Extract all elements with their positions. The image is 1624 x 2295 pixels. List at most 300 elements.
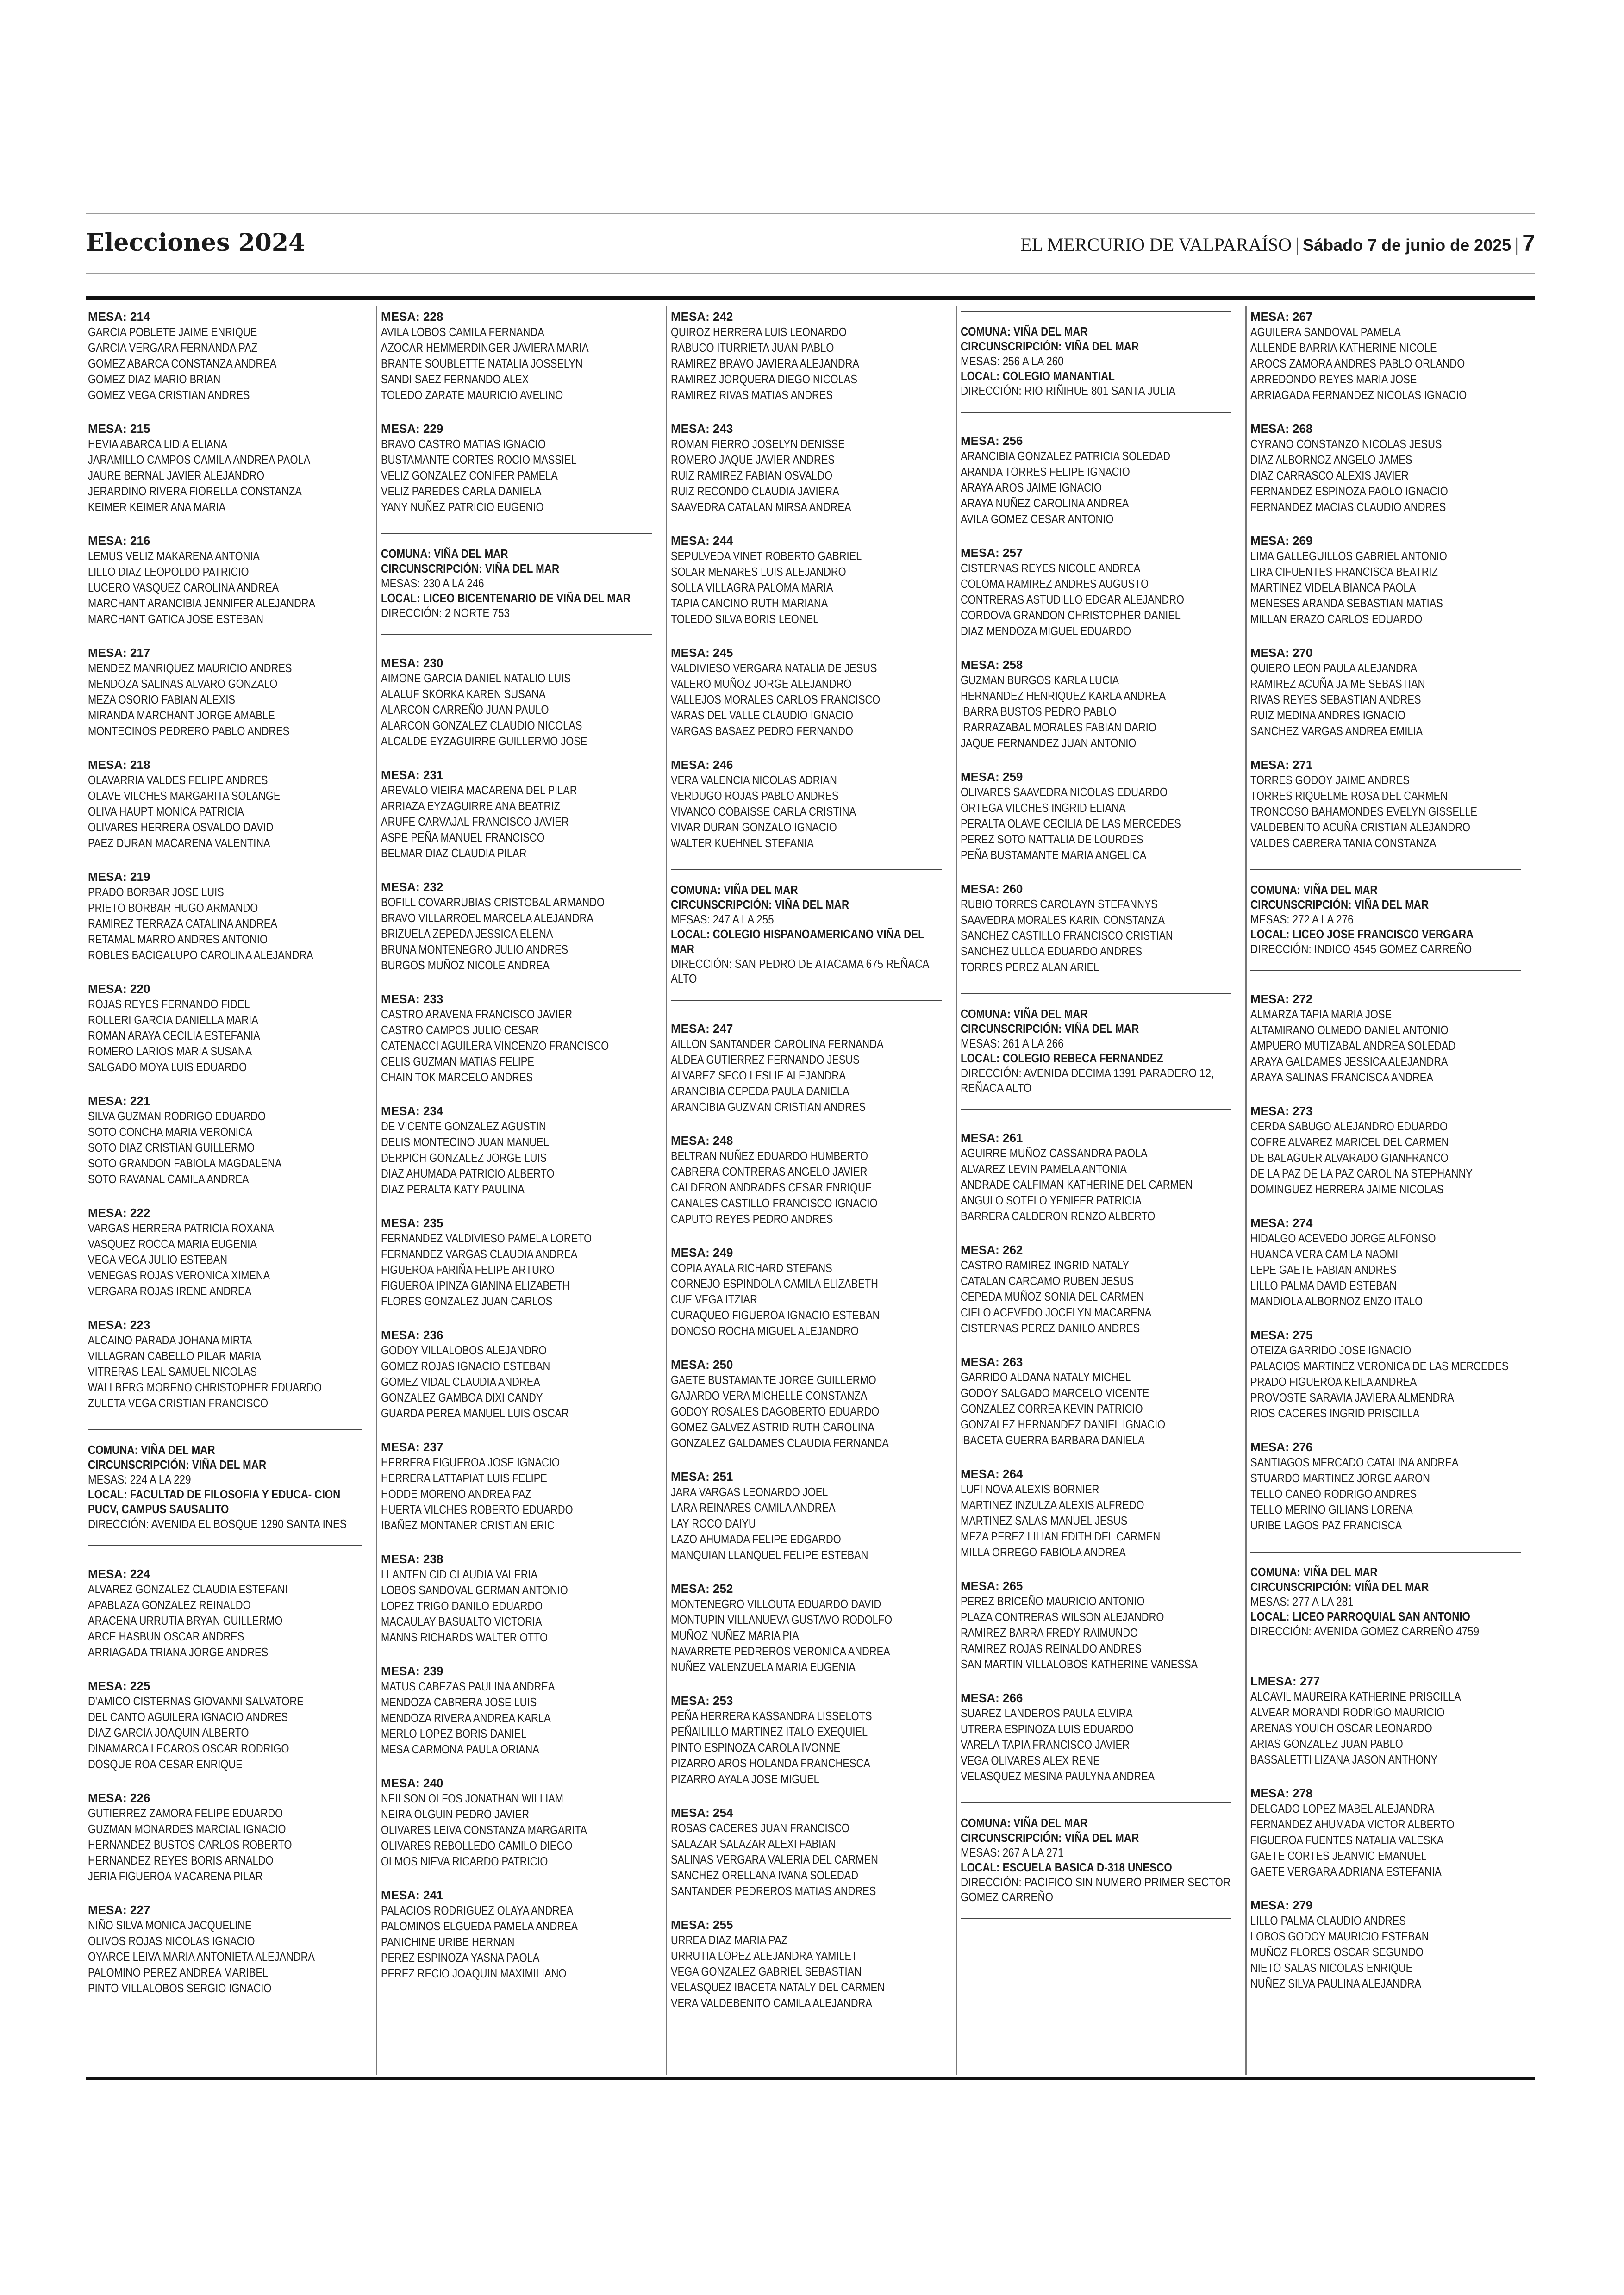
- voter-name: MONTECINOS PEDRERO PABLO ANDRES: [88, 724, 290, 738]
- voter-name: DIAZ CARRASCO ALEXIS JAVIER: [1250, 468, 1409, 482]
- voter-name: MARCHANT ARANCIBIA JENNIFER ALEJANDRA: [88, 596, 316, 610]
- voter-name: DEL CANTO AGUILERA IGNACIO ANDRES: [88, 1710, 288, 1724]
- location-line: DIRECCIÓN: INDICO 4545 GOMEZ CARREÑO: [1250, 942, 1472, 956]
- mesa-block: [671, 1133, 942, 1227]
- voter-name: ARIAS GONZALEZ JUAN PABLO: [1250, 1737, 1403, 1751]
- voter-name: SILVA GUZMAN RODRIGO EDUARDO: [88, 1109, 266, 1123]
- voter-name: YANY NUÑEZ PATRICIO EUGENIO: [381, 500, 544, 514]
- mesa-block: [1250, 421, 1521, 515]
- voter-name: HUERTA VILCHES ROBERTO EDUARDO: [381, 1503, 573, 1516]
- voter-name: ARRIAGADA FERNANDEZ NICOLAS IGNACIO: [1250, 388, 1467, 402]
- column-5: [1245, 306, 1535, 2075]
- voter-name: PALACIOS MARTINEZ VERONICA DE LAS MERCEDES: [1250, 1359, 1509, 1373]
- mesa-title: MESA: 246: [671, 758, 733, 772]
- voter-name: ARRIAGADA TRIANA JORGE ANDRES: [88, 1645, 269, 1659]
- voter-name: OLMOS NIEVA RICARDO PATRICIO: [381, 1854, 548, 1868]
- mesa-block: [961, 1130, 1231, 1224]
- mesa-title: MESA: 238: [381, 1552, 443, 1566]
- voter-name: VIVAR DURAN GONZALO IGNACIO: [671, 820, 837, 834]
- voter-name: FERNANDEZ VARGAS CLAUDIA ANDREA: [381, 1247, 578, 1261]
- voter-name: JARAMILLO CAMPOS CAMILA ANDREA PAOLA: [88, 453, 311, 467]
- voter-name: BELTRAN NUÑEZ EDUARDO HUMBERTO: [671, 1149, 868, 1163]
- location-line: LOCAL: ESCUELA BASICA D-318 UNESCO: [961, 1860, 1172, 1874]
- location-line: MESAS: 256 A LA 260: [961, 354, 1064, 368]
- mesa-block: [381, 1776, 652, 1869]
- voter-name: PEÑA HERRERA KASSANDRA LISSELOTS: [671, 1709, 872, 1723]
- voter-name: ROMERO JAQUE JAVIER ANDRES: [671, 453, 835, 467]
- voter-name: RAMIREZ ACUÑA JAIME SEBASTIAN: [1250, 677, 1425, 691]
- voter-name: MUÑOZ FLORES OSCAR SEGUNDO: [1250, 1945, 1424, 1959]
- voter-name: GONZALEZ HERNANDEZ DANIEL IGNACIO: [961, 1417, 1166, 1431]
- voter-name: PALACIOS RODRIGUEZ OLAYA ANDREA: [381, 1903, 574, 1917]
- mesa-title: MESA: 270: [1250, 646, 1313, 660]
- voter-name: GAJARDO VERA MICHELLE CONSTANZA: [671, 1389, 868, 1403]
- location-line: MESAS: 272 A LA 276: [1250, 912, 1354, 926]
- masthead-separator: |: [1295, 234, 1299, 255]
- location-line: MESAS: 247 A LA 255: [671, 912, 774, 926]
- mesa-block: [88, 1566, 362, 1660]
- location-line: DIRECCIÓN: AVENIDA GOMEZ CARREÑO 4759: [1250, 1624, 1480, 1638]
- voter-name: PIZARRO AYALA JOSE MIGUEL: [671, 1772, 819, 1786]
- mesa-title: MESA: 259: [961, 770, 1023, 784]
- mesa-title: MESA: 224: [88, 1567, 150, 1581]
- voter-name: ALCAVIL MAUREIRA KATHERINE PRISCILLA: [1250, 1690, 1461, 1703]
- voter-name: WALTER KUEHNEL STEFANIA: [671, 836, 814, 850]
- mesa-block: [1250, 645, 1521, 739]
- voter-name: AREVALO VIEIRA MACARENA DEL PILAR: [381, 783, 577, 797]
- voter-name: ARAYA SALINAS FRANCISCA ANDREA: [1250, 1070, 1433, 1084]
- voter-name: BELMAR DIAZ CLAUDIA PILAR: [381, 846, 527, 860]
- mesa-block: [381, 1440, 652, 1533]
- voter-name: GOMEZ ROJAS IGNACIO ESTEBAN: [381, 1359, 550, 1373]
- voter-name: PLAZA CONTRERAS WILSON ALEJANDRO: [961, 1610, 1164, 1624]
- polling-location-block: [1250, 1552, 1521, 1653]
- voter-name: MATUS CABEZAS PAULINA ANDREA: [381, 1679, 555, 1693]
- mesa-title: MESA: 258: [961, 658, 1023, 672]
- mesa-title: MESA: 249: [671, 1246, 733, 1260]
- mesa-title: MESA: 252: [671, 1582, 733, 1596]
- voter-name: CUE VEGA ITZIAR: [671, 1292, 757, 1306]
- voter-name: COPIA AYALA RICHARD STEFANS: [671, 1261, 832, 1275]
- voter-name: URREA DIAZ MARIA PAZ: [671, 1933, 788, 1947]
- mesa-block: [88, 757, 362, 851]
- mesa-title: MESA: 232: [381, 880, 443, 894]
- location-line: LOCAL: FACULTAD DE FILOSOFIA Y EDUCA- CION PUCV, CAMPUS SAUSALITO: [88, 1487, 341, 1516]
- voter-name: FERNANDEZ VALDIVIESO PAMELA LORETO: [381, 1231, 592, 1245]
- voter-name: SANCHEZ CASTILLO FRANCISCO CRISTIAN: [961, 929, 1173, 942]
- voter-name: COFRE ALVAREZ MARICEL DEL CARMEN: [1250, 1135, 1449, 1149]
- voter-name: AMPUERO MUTIZABAL ANDREA SOLEDAD: [1250, 1039, 1456, 1053]
- voter-name: AGUIRRE MUÑOZ CASSANDRA PAOLA: [961, 1146, 1148, 1160]
- voter-name: PANICHINE URIBE HERNAN: [381, 1935, 515, 1949]
- voter-name: FERNANDEZ AHUMADA VICTOR ALBERTO: [1250, 1817, 1455, 1831]
- voter-name: OYARCE LEIVA MARIA ANTONIETA ALEJANDRA: [88, 1950, 315, 1964]
- voter-name: SOTO RAVANAL CAMILA ANDREA: [88, 1172, 249, 1186]
- voter-name: MEZA PEREZ LILIAN EDITH DEL CARMEN: [961, 1529, 1161, 1543]
- mesa-title: MESA: 234: [381, 1104, 443, 1118]
- voter-name: OTEIZA GARRIDO JOSE IGNACIO: [1250, 1343, 1412, 1357]
- voter-name: CISTERNAS REYES NICOLE ANDREA: [961, 561, 1141, 575]
- mesa-title: MESA: 237: [381, 1440, 443, 1454]
- voter-name: ARAYA AROS JAIME IGNACIO: [961, 480, 1102, 494]
- voter-name: SANCHEZ VARGAS ANDREA EMILIA: [1250, 724, 1423, 738]
- voter-name: BOFILL COVARRUBIAS CRISTOBAL ARMANDO: [381, 895, 605, 909]
- voter-name: NEILSON OLFOS JONATHAN WILLIAM: [381, 1791, 563, 1805]
- voter-name: TORRES PEREZ ALAN ARIEL: [961, 960, 1099, 974]
- location-line: CIRCUNSCRIPCIÓN: VIÑA DEL MAR: [961, 1022, 1139, 1035]
- location-line: CIRCUNSCRIPCIÓN: VIÑA DEL MAR: [1250, 898, 1429, 911]
- voter-name: GAETE CORTES JEANVIC EMANUEL: [1250, 1849, 1427, 1863]
- voter-name: VIVANCO COBAISSE CARLA CRISTINA: [671, 804, 856, 818]
- voter-name: DONOSO ROCHA MIGUEL ALEJANDRO: [671, 1324, 859, 1338]
- voter-name: SOLAR MENARES LUIS ALEJANDRO: [671, 565, 846, 579]
- voter-name: OLIVARES HERRERA OSVALDO DAVID: [88, 820, 274, 834]
- voter-name: VASQUEZ ROCCA MARIA EUGENIA: [88, 1237, 257, 1251]
- mesa-title: MESA: 226: [88, 1791, 150, 1805]
- voter-name: DOMINGUEZ HERRERA JAIME NICOLAS: [1250, 1182, 1444, 1196]
- voter-name: DERPICH GONZALEZ JORGE LUIS: [381, 1151, 547, 1165]
- location-line: DIRECCIÓN: PACIFICO SIN NUMERO PRIMER SECTOR GOMEZ CARREÑO: [961, 1875, 1231, 1904]
- location-line: CIRCUNSCRIPCIÓN: VIÑA DEL MAR: [381, 561, 560, 575]
- mesa-block: [671, 1021, 942, 1115]
- voter-name: GUTIERREZ ZAMORA FELIPE EDUARDO: [88, 1806, 283, 1820]
- mesa-title: MESA: 215: [88, 422, 150, 436]
- voter-name: GOMEZ VEGA CRISTIAN ANDRES: [88, 388, 250, 402]
- voter-name: RAMIREZ TERRAZA CATALINA ANDREA: [88, 917, 277, 930]
- voter-name: SAN MARTIN VILLALOBOS KATHERINE VANESSA: [961, 1657, 1198, 1671]
- voter-name: LILLO PALMA DAVID ESTEBAN: [1250, 1278, 1397, 1292]
- voter-name: ALTAMIRANO OLMEDO DANIEL ANTONIO: [1250, 1023, 1449, 1037]
- mesa-block: [88, 1790, 362, 1884]
- voter-name: SALGADO MOYA LUIS EDUARDO: [88, 1060, 247, 1074]
- voter-name: HERRERA LATTAPIAT LUIS FELIPE: [381, 1471, 547, 1485]
- mesa-block: [1250, 1440, 1521, 1533]
- mesa-block: [88, 309, 362, 403]
- voter-name: MEZA OSORIO FABIAN ALEXIS: [88, 692, 235, 706]
- mesa-title: MESA: 235: [381, 1216, 443, 1230]
- voter-name: JERARDINO RIVERA FIORELLA CONSTANZA: [88, 484, 302, 498]
- voter-name: CAPUTO REYES PEDRO ANDRES: [671, 1212, 833, 1226]
- voter-name: TORRES RIQUELME ROSA DEL CARMEN: [1250, 789, 1448, 803]
- mesa-title: MESA: 272: [1250, 992, 1313, 1006]
- voter-name: NUÑEZ VALENZUELA MARIA EUGENIA: [671, 1660, 856, 1674]
- voter-name: PALOMINO PEREZ ANDREA MARIBEL: [88, 1965, 269, 1979]
- voter-name: VALERO MUÑOZ JORGE ALEJANDRO: [671, 677, 852, 691]
- voter-name: LOBOS GODOY MAURICIO ESTEBAN: [1250, 1929, 1429, 1943]
- voter-name: RUIZ MEDINA ANDRES IGNACIO: [1250, 708, 1405, 722]
- voter-name: GARCIA POBLETE JAIME ENRIQUE: [88, 325, 257, 339]
- voter-name: JAURE BERNAL JAVIER ALEJANDRO: [88, 468, 265, 482]
- voter-name: GODOY SALGADO MARCELO VICENTE: [961, 1386, 1149, 1400]
- voter-name: CABRERA CONTRERAS ANGELO JAVIER: [671, 1165, 868, 1179]
- polling-location-block: [961, 993, 1231, 1110]
- voter-name: OLIVOS ROJAS NICOLAS IGNACIO: [88, 1934, 255, 1948]
- voter-name: AVILA GOMEZ CESAR ANTONIO: [961, 512, 1114, 526]
- bottom-rule: [86, 2077, 1535, 2080]
- voter-name: CATENACCI AGUILERA VINCENZO FRANCISCO: [381, 1039, 609, 1053]
- mesa-block: [381, 309, 652, 403]
- location-line: LOCAL: COLEGIO HISPANOAMERICANO VIÑA DEL MAR: [671, 927, 924, 956]
- voter-name: ARAYA NUÑEZ CAROLINA ANDREA: [961, 496, 1129, 510]
- location-line: LOCAL: LICEO PARROQUIAL SAN ANTONIO: [1250, 1609, 1470, 1623]
- voter-name: LEMUS VELIZ MAKARENA ANTONIA: [88, 549, 260, 563]
- mesa-title: MESA: 233: [381, 992, 443, 1006]
- voter-name: MANNS RICHARDS WALTER OTTO: [381, 1630, 548, 1644]
- mesa-title: MESA: 278: [1250, 1786, 1313, 1800]
- page-number: 7: [1522, 230, 1535, 256]
- polling-location-block: [961, 311, 1231, 413]
- voter-name: MERLO LOPEZ BORIS DANIEL: [381, 1727, 527, 1740]
- columns-container: [86, 306, 1535, 2075]
- voter-name: ARACENA URRUTIA BRYAN GUILLERMO: [88, 1614, 283, 1628]
- voter-name: CALDERON ANDRADES CESAR ENRIQUE: [671, 1180, 872, 1194]
- voter-name: OLAVE VILCHES MARGARITA SOLANGE: [88, 789, 281, 803]
- mesa-title: MESA: 276: [1250, 1440, 1313, 1454]
- voter-name: SEPULVEDA VINET ROBERTO GABRIEL: [671, 549, 862, 563]
- location-line: COMUNA: VIÑA DEL MAR: [961, 324, 1088, 338]
- voter-name: RAMIREZ BRAVO JAVIERA ALEJANDRA: [671, 356, 859, 370]
- voter-name: PERALTA OLAVE CECILIA DE LAS MERCEDES: [961, 817, 1181, 830]
- voter-name: VARELA TAPIA FRANCISCO JAVIER: [961, 1738, 1130, 1752]
- voter-name: CURAQUEO FIGUEROA IGNACIO ESTEBAN: [671, 1308, 880, 1322]
- mesa-title: MESA: 268: [1250, 422, 1313, 436]
- voter-name: VARGAS BASAEZ PEDRO FERNANDO: [671, 724, 854, 738]
- voter-name: BRUNA MONTENEGRO JULIO ANDRES: [381, 942, 568, 956]
- voter-name: QUIROZ HERRERA LUIS LEONARDO: [671, 325, 847, 339]
- voter-name: VALLEJOS MORALES CARLOS FRANCISCO: [671, 692, 881, 706]
- mesa-block: [1250, 1328, 1521, 1421]
- voter-name: MENDOZA RIVERA ANDREA KARLA: [381, 1711, 551, 1725]
- polling-location-block: [1250, 869, 1521, 971]
- voter-name: SALINAS VERGARA VALERIA DEL CARMEN: [671, 1852, 878, 1866]
- voter-name: VELIZ PAREDES CARLA DANIELA: [381, 484, 542, 498]
- voter-name: RAMIREZ JORQUERA DIEGO NICOLAS: [671, 372, 857, 386]
- voter-name: GUZMAN MONARDES MARCIAL IGNACIO: [88, 1822, 286, 1836]
- mesa-title: MESA: 219: [88, 870, 150, 884]
- voter-name: FIGUEROA IPINZA GIANINA ELIZABETH: [381, 1278, 570, 1292]
- voter-name: CEPEDA MUÑOZ SONIA DEL CARMEN: [961, 1290, 1144, 1303]
- voter-name: LARA REINARES CAMILA ANDREA: [671, 1501, 836, 1515]
- mesa-block: [671, 1245, 942, 1339]
- voter-name: PROVOSTE SARAVIA JAVIERA ALMENDRA: [1250, 1391, 1454, 1404]
- voter-name: DELGADO LOPEZ MABEL ALEJANDRA: [1250, 1802, 1435, 1815]
- location-line: COMUNA: VIÑA DEL MAR: [961, 1816, 1088, 1830]
- voter-name: APABLAZA GONZALEZ REINALDO: [88, 1598, 251, 1612]
- location-line: COMUNA: VIÑA DEL MAR: [671, 883, 798, 897]
- voter-name: VELASQUEZ IBACETA NATALY DEL CARMEN: [671, 1980, 885, 1994]
- mesa-title: MESA: 231: [381, 768, 443, 782]
- mesa-title: MESA: 269: [1250, 534, 1313, 548]
- voter-name: ZULETA VEGA CRISTIAN FRANCISCO: [88, 1396, 269, 1410]
- mesa-block: [961, 881, 1231, 975]
- voter-name: VEGA VEGA JULIO ESTEBAN: [88, 1253, 228, 1266]
- voter-name: VELASQUEZ MESINA PAULYNA ANDREA: [961, 1769, 1155, 1783]
- voter-name: PRADO BORBAR JOSE LUIS: [88, 885, 224, 899]
- voter-name: ARRIAZA EYZAGUIRRE ANA BEATRIZ: [381, 799, 560, 813]
- voter-name: GOMEZ GALVEZ ASTRID RUTH CAROLINA: [671, 1420, 875, 1434]
- voter-name: AGUILERA SANDOVAL PAMELA: [1250, 325, 1401, 339]
- mesa-block: [671, 309, 942, 403]
- voter-name: PEÑAILILLO MARTINEZ ITALO EXEQUIEL: [671, 1725, 868, 1739]
- voter-name: VERA VALDEBENITO CAMILA ALEJANDRA: [671, 1996, 872, 2010]
- voter-name: NAVARRETE PEDREROS VERONICA ANDREA: [671, 1644, 890, 1658]
- voter-name: MARTINEZ VIDELA BIANCA PAOLA: [1250, 580, 1416, 594]
- voter-name: MILLA ORREGO FABIOLA ANDREA: [961, 1545, 1126, 1559]
- voter-name: ANGULO SOTELO YENIFER PATRICIA: [961, 1193, 1142, 1207]
- mesa-block: [1250, 1786, 1521, 1879]
- voter-name: PEÑA BUSTAMANTE MARIA ANGELICA: [961, 848, 1147, 862]
- voter-name: CISTERNAS PEREZ DANILO ANDRES: [961, 1321, 1140, 1335]
- voter-name: JAQUE FERNANDEZ JUAN ANTONIO: [961, 736, 1137, 750]
- mesa-title: MESA: 223: [88, 1318, 150, 1332]
- voter-name: ARANCIBIA GUZMAN CRISTIAN ANDRES: [671, 1100, 866, 1114]
- mesa-title: MESA: 271: [1250, 758, 1313, 772]
- voter-name: VALDIVIESO VERGARA NATALIA DE JESUS: [671, 661, 877, 675]
- voter-name: MARCHANT GATICA JOSE ESTEBAN: [88, 612, 264, 626]
- voter-name: RETAMAL MARRO ANDRES ANTONIO: [88, 932, 268, 946]
- polling-location-block: [88, 1429, 362, 1546]
- mesa-block: [671, 1805, 942, 1899]
- voter-name: ROJAS REYES FERNANDO FIDEL: [88, 997, 250, 1011]
- mesa-title: MESA: 222: [88, 1206, 150, 1220]
- polling-location-block: [961, 1802, 1231, 1919]
- mesa-block: [671, 1693, 942, 1787]
- voter-name: MENESES ARANDA SEBASTIAN MATIAS: [1250, 596, 1443, 610]
- voter-name: GARCIA VERGARA FERNANDA PAZ: [88, 341, 258, 355]
- voter-name: ORTEGA VILCHES INGRID ELIANA: [961, 801, 1126, 815]
- voter-name: BURGOS MUÑOZ NICOLE ANDREA: [381, 958, 550, 972]
- mesa-block: [1250, 309, 1521, 403]
- mesa-title: MESA: 220: [88, 982, 150, 996]
- location-line: CIRCUNSCRIPCIÓN: VIÑA DEL MAR: [671, 898, 849, 911]
- mesa-block: [961, 657, 1231, 751]
- voter-name: LILLO PALMA CLAUDIO ANDRES: [1250, 1914, 1406, 1927]
- voter-name: FERNANDEZ MACIAS CLAUDIO ANDRES: [1250, 500, 1446, 514]
- voter-name: CORDOVA GRANDON CHRISTOPHER DANIEL: [961, 608, 1181, 622]
- voter-name: AZOCAR HEMMERDINGER JAVIERA MARIA: [381, 341, 589, 355]
- mesa-block: [671, 1917, 942, 2011]
- mesa-title: MESA: 279: [1250, 1898, 1313, 1912]
- voter-name: DE BALAGUER ALVARADO GIANFRANCO: [1250, 1151, 1449, 1165]
- location-line: LOCAL: COLEGIO REBECA FERNANDEZ: [961, 1051, 1163, 1065]
- mesa-block: [671, 757, 942, 851]
- voter-name: MARTINEZ SALAS MANUEL JESUS: [961, 1514, 1128, 1528]
- voter-name: DIAZ PERALTA KATY PAULINA: [381, 1182, 525, 1196]
- voter-name: D'AMICO CISTERNAS GIOVANNI SALVATORE: [88, 1694, 304, 1708]
- voter-name: LAZO AHUMADA FELIPE EDGARDO: [671, 1532, 841, 1546]
- voter-name: ROLLERI GARCIA DANIELLA MARIA: [88, 1013, 258, 1027]
- voter-name: GONZALEZ GALDAMES CLAUDIA FERNANDA: [671, 1436, 889, 1450]
- voter-name: VEGA GONZALEZ GABRIEL SEBASTIAN: [671, 1964, 862, 1978]
- voter-name: KEIMER KEIMER ANA MARIA: [88, 500, 226, 514]
- voter-name: ASPE PEÑA MANUEL FRANCISCO: [381, 830, 545, 844]
- mesa-block: [88, 645, 362, 739]
- mesa-title: MESA: 225: [88, 1679, 150, 1693]
- location-line: CIRCUNSCRIPCIÓN: VIÑA DEL MAR: [1250, 1580, 1429, 1594]
- mesa-block: [381, 1216, 652, 1309]
- mesa-block: [1250, 533, 1521, 627]
- mesa-title: MESA: 267: [1250, 310, 1313, 324]
- voter-name: CHAIN TOK MARCELO ANDRES: [381, 1070, 533, 1084]
- voter-name: BRANTE SOUBLETTE NATALIA JOSSELYN: [381, 356, 583, 370]
- mesa-block: [381, 1888, 652, 1981]
- voter-name: GUARDA PEREA MANUEL LUIS OSCAR: [381, 1406, 569, 1420]
- voter-name: IRARRAZABAL MORALES FABIAN DARIO: [961, 720, 1156, 734]
- voter-name: RIOS CACERES INGRID PRISCILLA: [1250, 1406, 1420, 1420]
- voter-name: FIGUEROA FARIÑA FELIPE ARTURO: [381, 1263, 555, 1277]
- mesa-block: [671, 421, 942, 515]
- voter-name: MONTUPIN VILLANUEVA GUSTAVO RODOLFO: [671, 1613, 893, 1627]
- mesa-block: [1250, 757, 1521, 851]
- voter-name: SOTO CONCHA MARIA VERONICA: [88, 1125, 253, 1139]
- voter-name: TOLEDO SILVA BORIS LEONEL: [671, 612, 819, 626]
- voter-name: GAETE VERGARA ADRIANA ESTEFANIA: [1250, 1865, 1442, 1878]
- voter-name: PAEZ DURAN MACARENA VALENTINA: [88, 836, 270, 850]
- mesa-title: MESA: 239: [381, 1664, 443, 1678]
- mesa-title: MESA: 275: [1250, 1328, 1313, 1342]
- voter-name: SAAVEDRA MORALES KARIN CONSTANZA: [961, 913, 1165, 927]
- mesa-title: MESA: 218: [88, 758, 150, 772]
- voter-name: PEREZ ESPINOZA YASNA PAOLA: [381, 1951, 540, 1964]
- voter-name: IBACETA GUERRA BARBARA DANIELA: [961, 1433, 1145, 1447]
- mesa-title: MESA: 260: [961, 882, 1023, 896]
- voter-name: ALCALDE EYZAGUIRRE GUILLERMO JOSE: [381, 734, 587, 748]
- location-line: MESAS: 230 A LA 246: [381, 576, 484, 590]
- voter-name: BASSALETTI LIZANA JASON ANTHONY: [1250, 1752, 1438, 1766]
- voter-name: URIBE LAGOS PAZ FRANCISCA: [1250, 1518, 1402, 1532]
- voter-name: DIAZ GARCIA JOAQUIN ALBERTO: [88, 1726, 249, 1740]
- voter-name: BRIZUELA ZEPEDA JESSICA ELENA: [381, 927, 553, 941]
- voter-name: ALMARZA TAPIA MARIA JOSE: [1250, 1007, 1392, 1021]
- location-line: MESAS: 277 A LA 281: [1250, 1595, 1354, 1609]
- voter-name: HERNANDEZ REYES BORIS ARNALDO: [88, 1853, 274, 1867]
- location-line: MESAS: 267 A LA 271: [961, 1846, 1064, 1859]
- mesa-block: [1250, 1674, 1521, 1767]
- mesa-title: MESA: 248: [671, 1134, 733, 1148]
- location-line: CIRCUNSCRIPCIÓN: VIÑA DEL MAR: [961, 1831, 1139, 1845]
- voter-name: ARANCIBIA CEPEDA PAULA DANIELA: [671, 1084, 849, 1098]
- mesa-title: MESA: 250: [671, 1358, 733, 1372]
- column-2: [376, 306, 666, 2075]
- voter-name: CASTRO CAMPOS JULIO CESAR: [381, 1023, 539, 1037]
- voter-name: ALDEA GUTIERREZ FERNANDO JESUS: [671, 1053, 860, 1066]
- mesa-title: MESA: 266: [961, 1691, 1023, 1705]
- voter-name: SANTANDER PEDREROS MATIAS ANDRES: [671, 1884, 876, 1898]
- voter-name: LIMA GALLEGUILLOS GABRIEL ANTONIO: [1250, 549, 1447, 563]
- mesa-block: [671, 645, 942, 739]
- mesa-title: MESA: 265: [961, 1579, 1023, 1593]
- voter-name: MENDOZA SALINAS ALVARO GONZALO: [88, 677, 278, 691]
- voter-name: HIDALGO ACEVEDO JORGE ALFONSO: [1250, 1231, 1436, 1245]
- mesa-title: MESA: 243: [671, 422, 733, 436]
- voter-name: VELIZ GONZALEZ CONIFER PAMELA: [381, 468, 558, 482]
- voter-name: GOMEZ DIAZ MARIO BRIAN: [88, 372, 221, 386]
- voter-name: FERNANDEZ ESPINOZA PAOLO IGNACIO: [1250, 484, 1448, 498]
- location-line: CIRCUNSCRIPCIÓN: VIÑA DEL MAR: [88, 1458, 267, 1472]
- mesa-title: MESA: 229: [381, 422, 443, 436]
- voter-name: DIAZ MENDOZA MIGUEL EDUARDO: [961, 624, 1131, 638]
- voter-name: OLIVARES SAAVEDRA NICOLAS EDUARDO: [961, 785, 1168, 799]
- mesa-title: MESA: 254: [671, 1806, 733, 1820]
- voter-name: GONZALEZ CORREA KEVIN PATRICIO: [961, 1402, 1143, 1416]
- mesa-title: MESA: 241: [381, 1888, 443, 1902]
- voter-name: ARANDA TORRES FELIPE IGNACIO: [961, 465, 1130, 479]
- location-line: DIRECCIÓN: SAN PEDRO DE ATACAMA 675 REÑACA ALTO: [671, 957, 929, 985]
- location-line: COMUNA: VIÑA DEL MAR: [1250, 1565, 1378, 1579]
- mesa-title: MESA: 230: [381, 656, 443, 670]
- voter-name: UTRERA ESPINOZA LUIS EDUARDO: [961, 1722, 1134, 1736]
- voter-name: HERNANDEZ HENRIQUEZ KARLA ANDREA: [961, 689, 1166, 703]
